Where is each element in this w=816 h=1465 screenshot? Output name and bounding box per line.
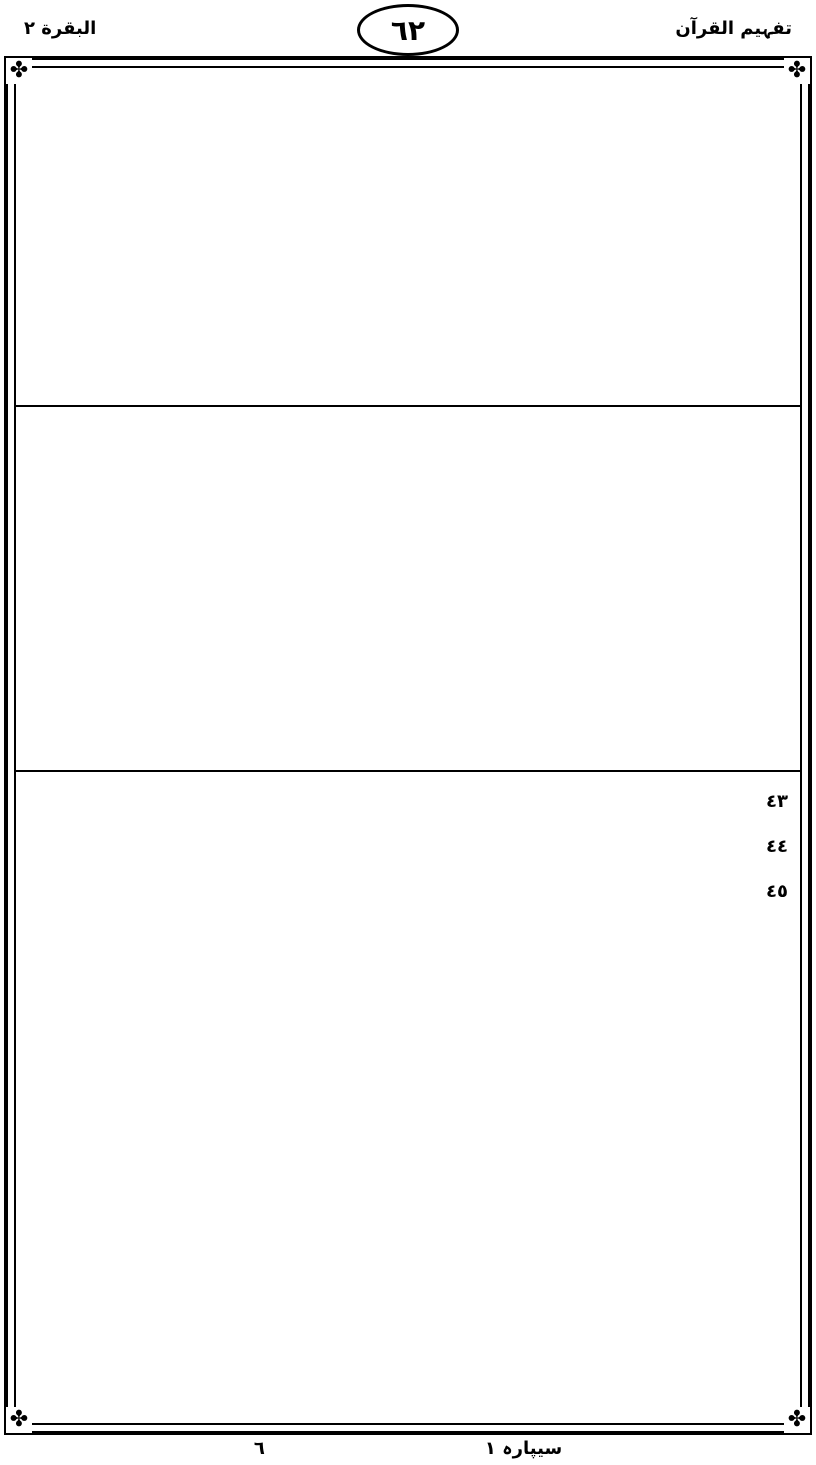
section-divider: [14, 405, 802, 407]
footnote-number: ٤٥: [766, 881, 788, 902]
sheet-mark: ٦: [253, 1437, 265, 1459]
surah-name: البقرة ٢: [24, 17, 97, 39]
quran-verses-panel: [26, 78, 790, 398]
footnote: [28, 872, 788, 911]
corner-ornament-icon: ✤: [784, 58, 810, 84]
translation-block: [28, 418, 788, 758]
page-footer: [0, 1433, 816, 1463]
corner-ornament-icon: ✤: [784, 1407, 810, 1433]
para-marker: سیپارہ ۱: [484, 1437, 563, 1459]
page-number-badge: [357, 4, 459, 56]
footnote: [28, 827, 788, 866]
corner-ornament-icon: ✤: [6, 58, 32, 84]
footnotes-section: [28, 782, 788, 1395]
section-divider: [14, 770, 802, 772]
footnote: [28, 782, 788, 821]
page-number: ٦٢: [390, 13, 426, 47]
corner-ornament-icon: ✤: [6, 1407, 32, 1433]
work-title: تفہیم القرآن: [675, 17, 792, 39]
footnote-number: ٤٤: [766, 836, 788, 857]
footnote-number: ٤٣: [766, 791, 788, 812]
